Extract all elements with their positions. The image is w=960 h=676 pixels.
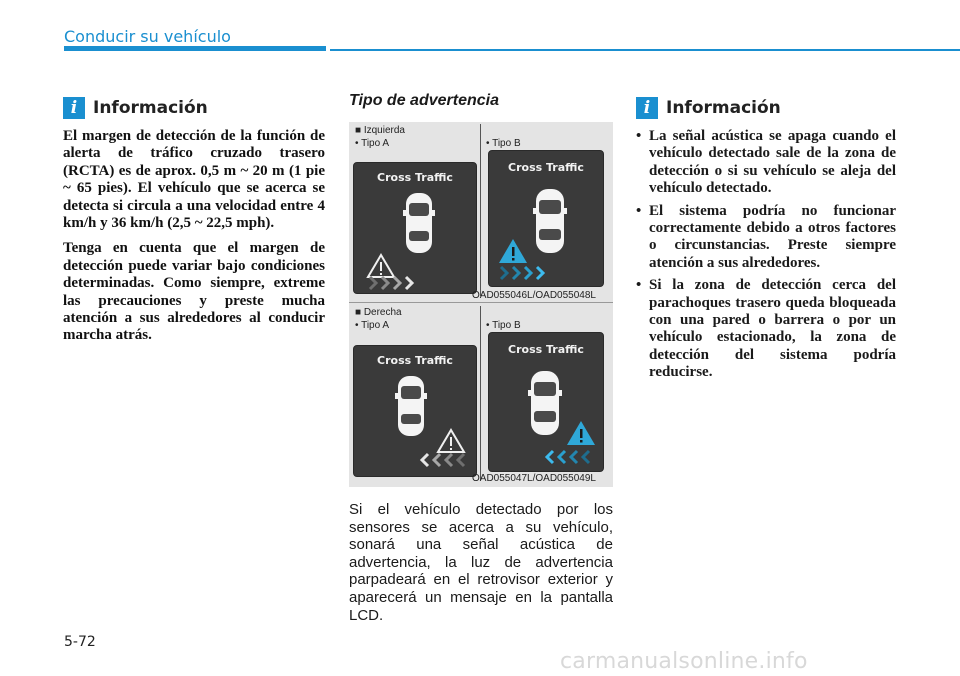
list-item: • El sistema podría no funcionar correctamente debido a otros factores o circunstancias. Preste siempre atención a sus alrededores. [636,203,896,273]
warning-triangle-icon [497,237,529,265]
type-a-label: • Tipo A [355,320,390,331]
header-rule [330,49,960,51]
figure-divider [349,302,613,303]
chevron-arrows-icon [499,265,559,281]
info-title: Información [93,98,208,118]
info-bullet-list [636,128,896,382]
list-item: • La señal acústica se apaga cuando el vehículo detectado sale de la zona de detección o si su vehículo se aleja del vehículo detectado. [636,128,896,198]
figure-caption-top: OAD055046L/OAD055048L [472,290,596,301]
info-icon: i [636,97,658,119]
type-b-label: • Tipo B [486,320,521,331]
warning-type-figure [349,122,613,487]
screen-title: Cross Traffic [508,343,584,356]
screen-title: Cross Traffic [377,171,453,184]
cluster-screen-type-a-right [353,345,477,477]
group-label-right: ■ Derecha [355,307,402,318]
warning-type-title: Tipo de advertencia [349,92,499,109]
warning-triangle-icon [436,428,466,454]
screen-title: Cross Traffic [508,161,584,174]
group-label-left: ■ Izquierda [355,125,405,136]
screen-title: Cross Traffic [377,354,453,367]
info-title: Información [666,98,781,118]
info-paragraph: El margen de detección de la función de alerta de tráfico cruzado trasero (RCTA) es de aprox. 0,5 m ~ 20 m (1 pie ~ 65 pies). El vehículo que se acerca se detecta si circula a una velocidad entre 4 km/h y 36 km/h (2,5 ~ 22,5 mph). [63,128,325,232]
figure-divider [480,306,481,480]
section-header-title: Conducir su vehículo [64,27,231,46]
info-heading-right [636,96,896,120]
page-number: 5-72 [64,634,96,650]
header-accent-bar [64,46,326,51]
type-a-label: • Tipo A [355,138,390,149]
cluster-screen-type-b-right [488,332,604,472]
warning-description: Si el vehículo detectado por los sensores se acerca a su vehículo, sonará una señal acústica de advertencia, la luz de advertencia parpadeará en el retrovisor exterior y aparecerá un mensaje en la pantalla LCD. [349,501,613,624]
cluster-screen-type-b-left [488,150,604,287]
cluster-screen-type-a-left [353,162,477,294]
left-column [63,96,325,353]
figure-divider [480,124,481,296]
warning-triangle-icon [565,419,597,447]
chevron-arrows-icon [368,275,428,291]
info-paragraph: Tenga en cuenta que el margen de detección puede variar bajo condiciones determinadas. Como siempre, extreme las precauciones y preste mucha atención a sus alrededores al conducir marcha atrás. [63,240,325,344]
right-column [636,96,896,387]
info-icon: i [63,97,85,119]
middle-column [349,92,613,624]
chevron-arrows-icon [543,449,603,465]
watermark: carmanualsonline.info [560,649,808,674]
info-heading-left [63,96,325,120]
chevron-arrows-icon [418,452,478,468]
list-item: • Si la zona de detección cerca del parachoques trasero queda bloqueada con una pared o barrera o por un vehículo estacionado, la zona de detección del sistema podría reducirse. [636,277,896,381]
type-b-label: • Tipo B [486,138,521,149]
figure-caption-bottom: OAD055047L/OAD055049L [472,473,596,484]
